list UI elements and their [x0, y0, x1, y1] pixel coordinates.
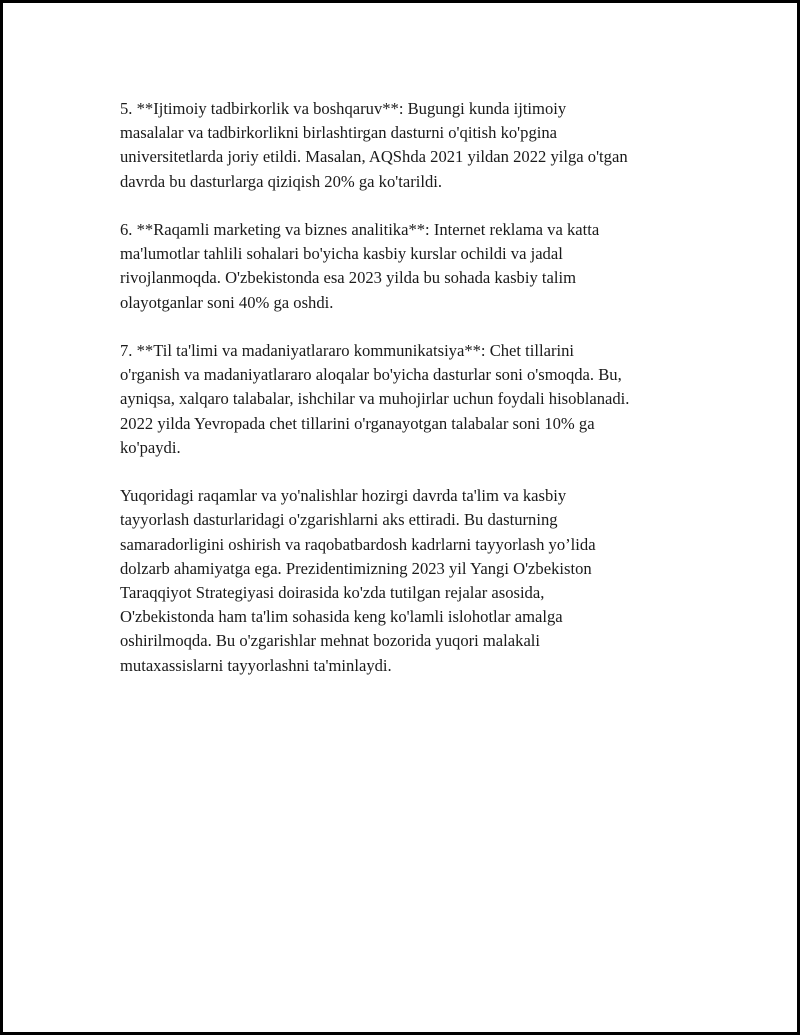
text-line: 5. **Ijtimoiy tadbirkorlik va boshqaruv**: Bugungi kunda ijtimoiy [120, 99, 567, 118]
text-line: olayotganlar soni 40% ga oshdi. [120, 292, 334, 312]
paragraph-item-7 [120, 339, 700, 460]
text-line: ayniqsa, xalqaro talabalar, ishchilar va muhojirlar uchun foydali hisoblanadi. [120, 389, 630, 409]
text-line: samaradorligini oshirish va raqobatbardosh kadrlarni tayyorlash yo’lida [120, 534, 596, 554]
text-line: 2022 yilda Yevropada chet tillarini o'rganayotgan talabalar soni 10% ga [120, 413, 595, 433]
paragraph-item-6 [120, 218, 700, 315]
paragraph-conclusion [120, 484, 700, 678]
paragraph-item-5 [120, 97, 700, 194]
text-line: dolzarb ahamiyatga ega. Prezidentimizning 2023 yil Yangi O'zbekiston [120, 558, 592, 578]
text-line: universitetlarda joriy etildi. Masalan, AQShda 2021 yildan 2022 yilga o'tgan [120, 147, 628, 167]
text-line: oshirilmoqda. Bu o'zgarishlar mehnat bozorida yuqori malakali [120, 631, 541, 651]
text-line: davrda bu dasturlarga qiziqish 20% ga ko'tarildi. [120, 171, 443, 191]
text-line: masalalar va tadbirkorlikni birlashtirgan dasturni o'qitish ko'pgina [120, 123, 558, 143]
document-body [120, 97, 700, 702]
text-line: ko'paydi. [120, 437, 181, 457]
text-line: Taraqqiyot Strategiyasi doirasida ko'zda tutilgan rejalar asosida, [120, 583, 545, 603]
text-line: 6. **Raqamli marketing va biznes analitika**: Internet reklama va katta [120, 220, 600, 239]
text-line: Yuqoridagi raqamlar va yo'nalishlar hozirgi davrda ta'lim va kasbiy [120, 486, 567, 506]
text-line: O'zbekistonda ham ta'lim sohasida keng ko'lamli islohotlar amalga [120, 607, 563, 627]
text-line: 7. **Til ta'limi va madaniyatlararo kommunikatsiya**: Chet tillarini [120, 341, 575, 360]
text-line: o'rganish va madaniyatlararo aloqalar bo'yicha dasturlar soni o'smoqda. Bu, [120, 365, 622, 385]
text-line: mutaxassislarni tayyorlashni ta'minlaydi. [120, 655, 392, 675]
text-line: ma'lumotlar tahlili sohalari bo'yicha kasbiy kurslar ochildi va jadal [120, 244, 563, 264]
text-line: rivojlanmoqda. O'zbekistonda esa 2023 yilda bu sohada kasbiy talim [120, 268, 576, 288]
text-line: tayyorlash dasturlaridagi o'zgarishlarni aks ettiradi. Bu dasturning [120, 510, 558, 530]
